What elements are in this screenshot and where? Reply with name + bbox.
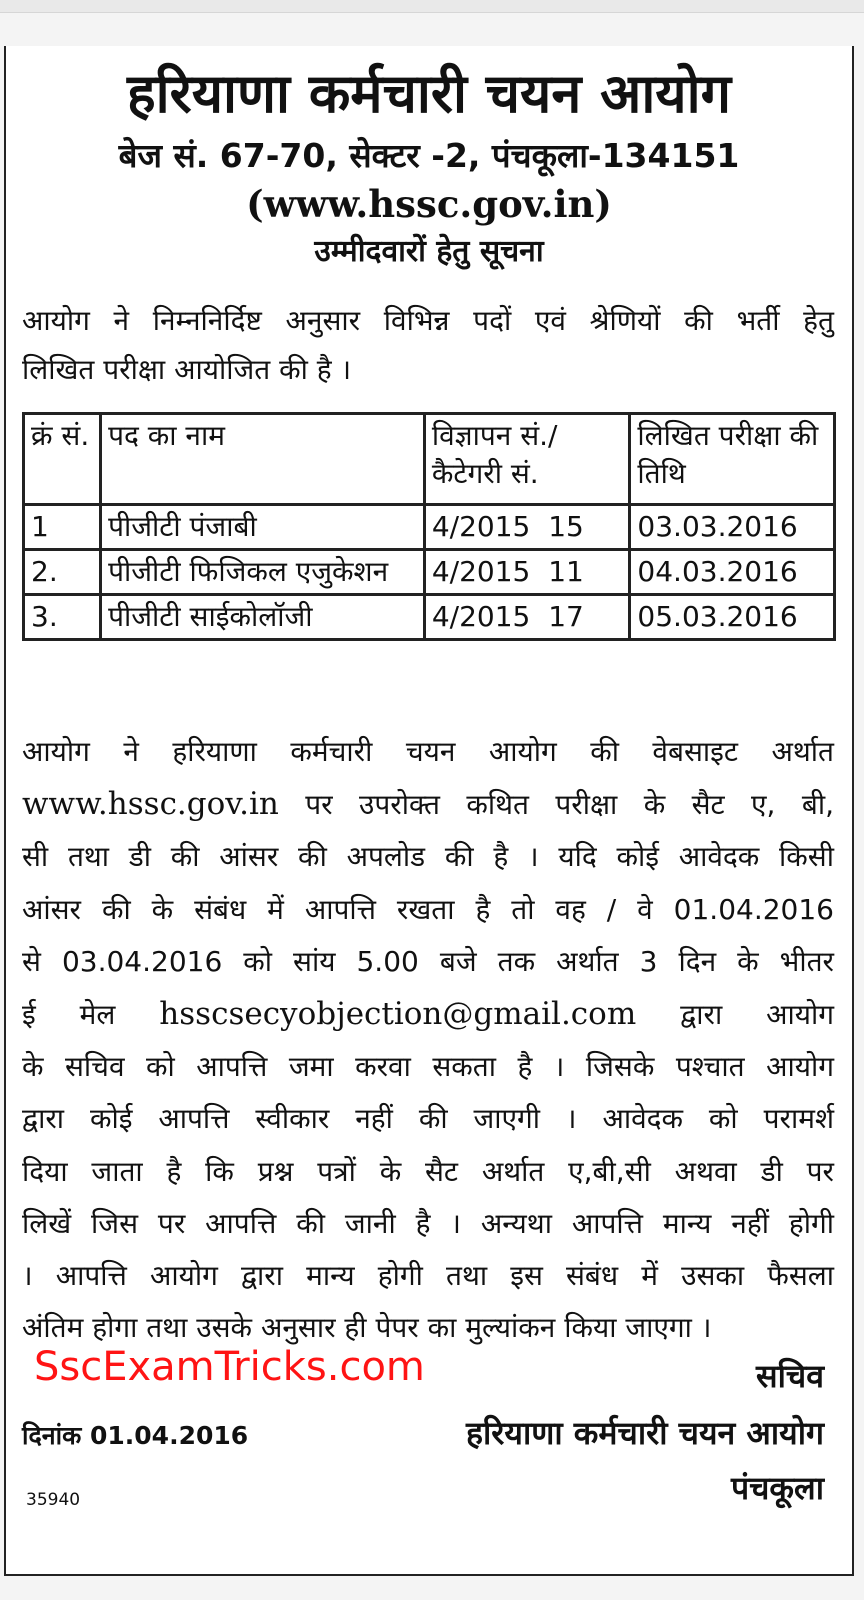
row-post: पीजीटी पंजाबी [101, 505, 425, 550]
table-header-row [24, 414, 835, 505]
body-line: द्वारा कोई आपत्ति स्वीकार नहीं की जाएगी । आवेदक को परामर्श [22, 1102, 834, 1136]
header-post: पद का नाम [101, 414, 425, 505]
body-line: आयोग ने हरियाणा कर्मचारी चयन आयोग की वेबसाइट अर्थात [22, 735, 834, 768]
body-line: । आपत्ति आयोग द्वारा मान्य होगी तथा इस संबंध में उसका फैसला [22, 1259, 834, 1293]
row-cat-no: 17 [548, 600, 584, 633]
row-date: 05.03.2016 [630, 595, 835, 640]
signatory-city: पंचकूला [730, 1469, 824, 1507]
notice-title: हरियाणा कर्मचारी चयन आयोग [126, 62, 732, 125]
intro-paragraph [22, 296, 834, 394]
body-line-text: द्वारा आयोग [680, 998, 834, 1032]
row-cat-no: 11 [548, 555, 584, 588]
row-advt-no: 4/2015 [431, 600, 531, 633]
row-advt [424, 550, 630, 595]
body-line: आंसर की के संबंध में आपत्ति रखता है तो वह / वे 01.04.2016 [22, 892, 834, 926]
header-date: लिखित परीक्षा की तिथि [630, 414, 835, 505]
row-sn: 3. [24, 595, 101, 640]
table-row [24, 550, 835, 595]
body-line [22, 778, 834, 831]
row-date: 03.03.2016 [630, 505, 835, 550]
row-advt [424, 595, 630, 640]
body-line: लिखें जिस पर आपत्ति की जानी है । अन्यथा आपत्ति मान्य नहीं होगी [22, 1206, 834, 1240]
row-sn: 1 [24, 505, 101, 550]
body-line-text: पर उपरोक्त कथित परीक्षा के सैट ए, बी, [305, 788, 834, 822]
body-line: से 03.04.2016 को सांय 5.00 बजे तक अर्थात 3 दिन के भीतर [22, 944, 834, 978]
exam-schedule-table [22, 412, 836, 641]
watermark-text: SscExamTricks.com [34, 1344, 425, 1390]
header-sn: क्रं सं. [24, 414, 101, 505]
row-date: 04.03.2016 [630, 550, 835, 595]
notice-sheet [4, 46, 854, 1576]
objection-email-link[interactable]: hsscsecyobjection@gmail.com [159, 996, 637, 1033]
row-cat-no: 15 [548, 510, 584, 543]
body-paragraph [22, 726, 834, 1354]
notice-code: 35940 [26, 1490, 81, 1510]
row-post: पीजीटी फिजिकल एजुकेशन [101, 550, 425, 595]
signatory-commission: हरियाणा कर्मचारी चयन आयोग [466, 1414, 824, 1452]
header-advt: विज्ञापन सं./ कैटेगरी सं. [424, 414, 630, 505]
row-advt-no: 4/2015 [431, 555, 531, 588]
body-line: अंतिम होगा तथा उसके अनुसार ही पेपर का मुल्यांकन किया जाएगा । [22, 1311, 712, 1345]
intro-line-2: लिखित परीक्षा आयोजित की है । [22, 353, 352, 386]
notice-date: दिनांक 01.04.2016 [22, 1421, 249, 1450]
body-line-text: ई मेल [22, 998, 116, 1032]
body-line: दिया जाता है कि प्रश्न पत्रों के सैट अर्थात ए,बी,सी अथवा डी पर [22, 1154, 834, 1188]
body-line [22, 988, 834, 1041]
notice-website: (www.hssc.gov.in) [246, 182, 612, 226]
body-line: सी तथा डी की आंसर की अपलोड की है । यदि कोई आवेदक किसी [22, 840, 834, 874]
body-line: के सचिव को आपत्ति जमा करवा सकता है । जिसके पश्चात आयोग [22, 1050, 834, 1084]
website-link[interactable]: www.hssc.gov.in [22, 786, 279, 823]
row-post: पीजीटी साईकोलॉजी [101, 595, 425, 640]
signatory-designation: सचिव [755, 1357, 824, 1395]
notice-subject: उम्मीदवारों हेतु सूचना [314, 234, 544, 269]
browser-top-strip [0, 0, 864, 13]
table-row [24, 595, 835, 640]
row-advt [424, 505, 630, 550]
intro-line-1: आयोग ने निम्ननिर्दिष्ट अनुसार विभिन्न पदों एवं श्रेणियों की भर्ती हेतु [22, 304, 834, 337]
row-sn: 2. [24, 550, 101, 595]
table-row [24, 505, 835, 550]
notice-address: बेज सं. 67-70, सेक्टर -2, पंचकूला-134151 [118, 136, 740, 175]
row-advt-no: 4/2015 [431, 510, 531, 543]
